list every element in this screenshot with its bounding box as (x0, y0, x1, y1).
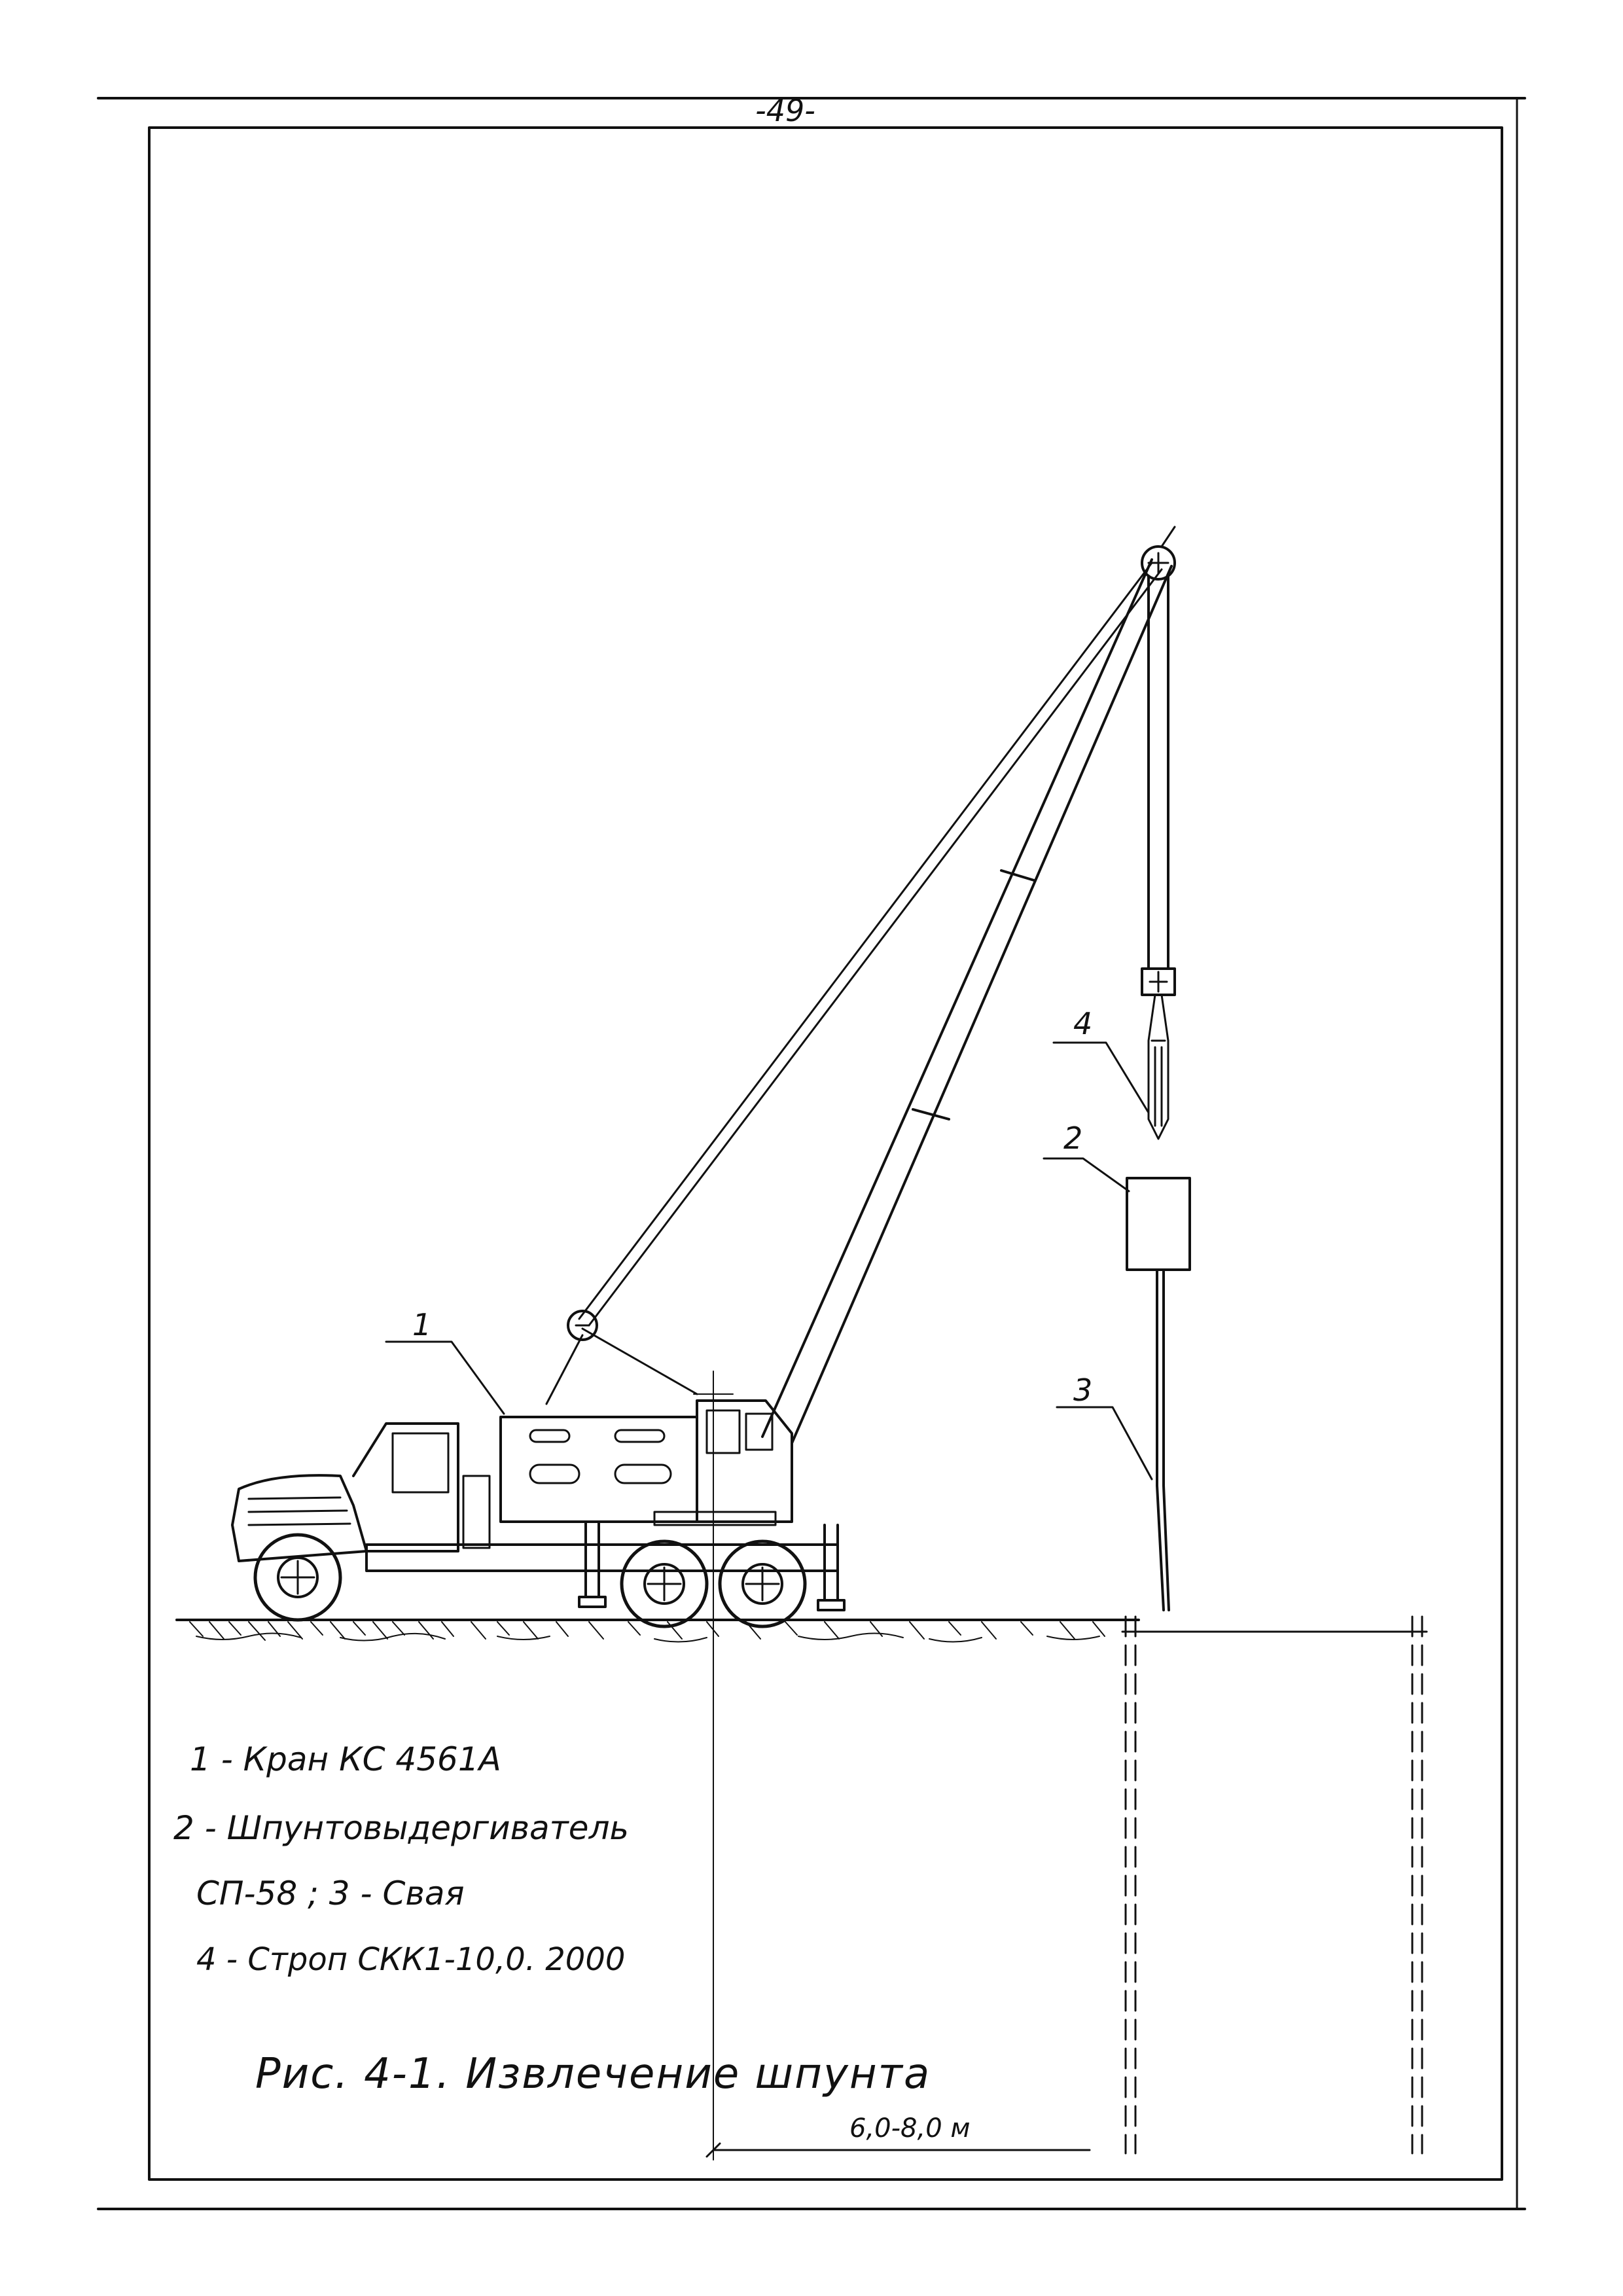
legend-line-3: СП-58 ; 3 - Свая (196, 1874, 465, 1912)
rear-wheel-1 (622, 1541, 707, 1626)
legend (173, 1740, 629, 1978)
page-number: -49- (755, 93, 815, 128)
legend-line-4: 4 - Строп СКК1-10,0. 2000 (196, 1941, 626, 1978)
crane-boom (546, 527, 1175, 1443)
ground-line (177, 1620, 1427, 1642)
callout-4: 4 (1073, 1006, 1093, 1041)
figure-caption: Рис. 4-1. Извлечение шпунта (255, 2050, 931, 2098)
rear-wheel-2 (720, 1541, 805, 1626)
pile (1157, 1270, 1169, 1610)
front-wheel (255, 1535, 340, 1620)
dimension-lines (694, 1371, 1422, 2160)
callout-3: 3 (1073, 1372, 1093, 1408)
dimension-label: 6,0-8,0 м (849, 2113, 971, 2144)
callout-2: 2 (1063, 1121, 1083, 1156)
callout-1: 1 (412, 1307, 432, 1342)
legend-line-1: 1 - Кран КС 4561А (190, 1740, 501, 1778)
pile-extractor (1127, 1178, 1190, 1270)
crane-truck (232, 1401, 844, 1626)
legend-line-2: 2 - Шпунтовыдергиватель (173, 1809, 629, 1847)
